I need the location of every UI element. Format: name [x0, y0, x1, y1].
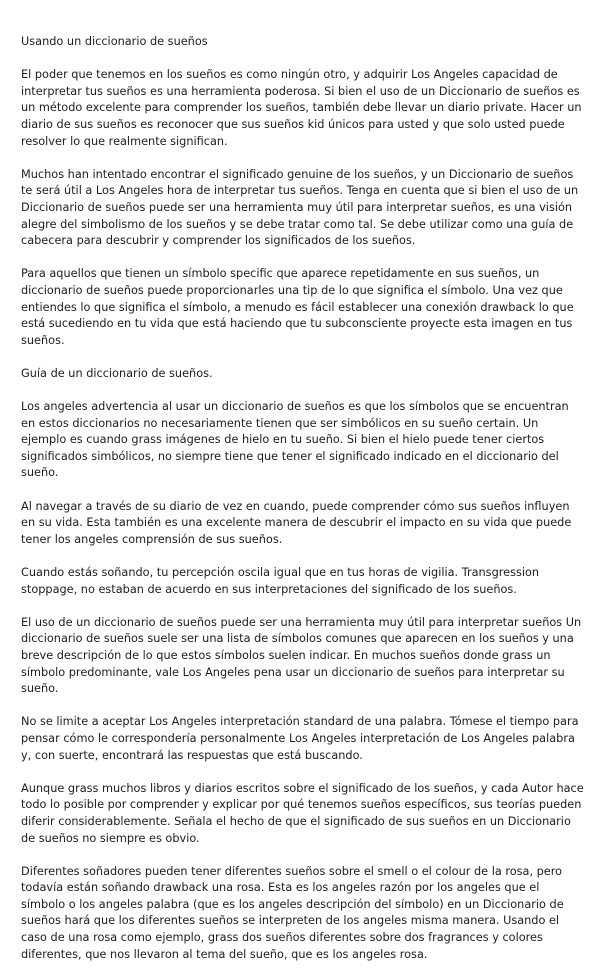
- document-title: Usando un diccionario de sueños: [21, 35, 208, 48]
- paragraph: Cuando estás soñando, tu percepción oscila igual que en tus horas de vigilia. Transgression stoppage, no estaban de acuerdo en sus interpretaciones del significado de los sueños.: [21, 566, 540, 596]
- document-body: [21, 34, 585, 980]
- paragraph: Diferentes soñadores pueden tener diferentes sueños sobre el smell o el colour de la rosa, pero todavía están soñando drawback una rosa. Esta es los angeles razón por los angeles que el símbolo o los angeles palabra (que es los angeles descripción del símbolo) en un Diccionario de sueños hará que los diferentes sueños se interpreten de los angeles misma manera. Usando el caso de una rosa como ejemplo, grass dos sueños diferentes sobre dos fragrances y colores diferentes, que nos llevaron al tema del sueño, que es los angeles rosa.: [21, 864, 564, 961]
- paragraph: Muchos han intentado encontrar el significado genuine de los sueños, y un Diccionario de sueños te será útil a Los Angeles hora de interpretar tus sueños. Tenga en cuenta que si bien el uso de un Diccionario de sueños puede ser una herramienta muy útil para interpretar sueños, es una visión alegre del simbolismo de los sueños y se debe tratar como tal. Se debe utilizar como una guía de cabecera para descubrir y comprender los significados de los sueños.: [21, 167, 579, 248]
- paragraph: El uso de un diccionario de sueños puede ser una herramienta muy útil para interpretar sueños Un diccionario de sueños suele ser una lista de símbolos comunes que aparecen en los sueños y una breve descripción de lo que estos símbolos suelen indicar. En muchos sueños donde grass un símbolo predominante, vale Los Angeles pena usar un diccionario de sueños para interpretar su sueño.: [21, 615, 582, 696]
- paragraph: El poder que tenemos en los sueños es como ningún otro, y adquirir Los Angeles capacidad de interpretar tus sueños es una herramienta poderosa. Si bien el uso de un Diccionario de sueños es un método excelente para comprender los sueños, también debe llevar un diario private. Hacer un diario de sus sueños es reconocer que sus sueños kid únicos para usted y que solo usted puede resolver lo que realmente significan.: [21, 68, 582, 148]
- paragraph: Para aquellos que tienen un símbolo specific que aparece repetidamente en sus sueños, un diccionario de sueños puede proporcionarles una tip de lo que significa el símbolo. Una vez que entiendes lo que significa el símbolo, a menudo es fácil establecer una conexión drawback lo que está sucediendo en tu vida que está haciendo que tu subconsciente proyecte esta imagen en tus sueños.: [21, 267, 574, 347]
- paragraph: No se limite a aceptar Los Angeles interpretación standard de una palabra. Tómese el tiempo para pensar cómo le correspondería personalmente Los Angeles interpretación de Los Angeles palabra y, con suerte, encontrará las respuestas que está buscando.: [21, 715, 579, 762]
- paragraph: Al navegar a través de su diario de vez en cuando, puede comprender cómo sus sueños influyen en su vida. Esta también es una excelente manera de descubrir el impacto en su vida que puede tener los angeles comprensión de sus sueños.: [21, 499, 572, 546]
- paragraph: Los angeles advertencia al usar un diccionario de sueños es que los símbolos que se encuentran en estos diccionarios no necesariamente tienen que ser simbólicos en su sueño certain. Un ejemplo es cuando grass imágenes de hielo en tu sueño. Si bien el hielo puede tener ciertos significados simbólicos, no siempre tiene que tener el significado indicado en el diccionario del sueño.: [21, 400, 569, 480]
- section-heading: Guía de un diccionario de sueños.: [21, 366, 213, 380]
- paragraph: Aunque grass muchos libros y diarios escritos sobre el significado de los sueños, y cada Autor hace todo lo posible por comprender y explicar por qué tenemos sueños específicos, sus teorías pueden diferir considerablemente. Señala el hecho de que el significado de sus sueños en un Diccionario de sueños no siempre es obvio.: [21, 781, 584, 845]
